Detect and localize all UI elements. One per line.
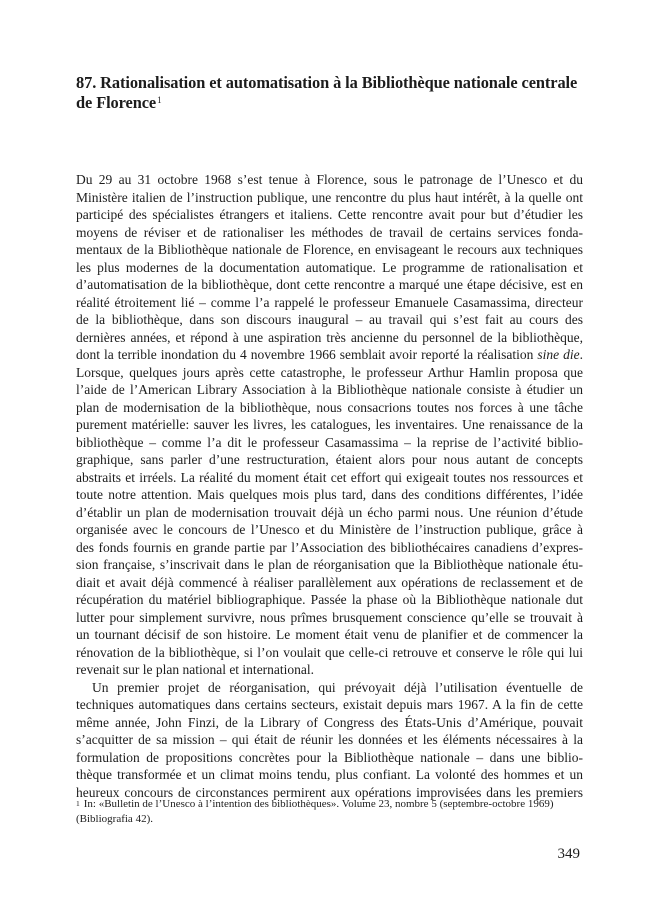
body-line: diait et avait déjà commencé à réaliser parallèlement aux opérations de reclassement et de xyxy=(76,574,583,590)
body-line: toute notre attention. Mais quelques mois plus tard, dans des conditions différentes, l’idée xyxy=(76,487,583,502)
body-line: s’acquitter de sa mission – qui était de réunir les données et les éléments nécessaires à la xyxy=(76,732,583,747)
body-line: participé des spécialistes étrangers et italiens. Cette rencontre avait pour but d’étudier les xyxy=(76,207,583,222)
body-line: mentaux de la Bibliothèque nationale de Florence, en envisageant le recours aux techniques xyxy=(76,242,583,257)
body-line: sion française, s’inscrivait dans le plan de réorganisation que la Bibliothèque nationale étu- xyxy=(76,557,583,572)
body-line: rénovation de la bibliothèque, si l’on voulait que celle-ci retrouve et conserve le rôle qui lui xyxy=(76,644,583,660)
footnote-line-1: In: «Bulletin de l’Unesco à l’intention des bibliothèques». Volume 23, nombre 5 (septembre-octobre 1969) xyxy=(83,798,554,810)
body-line: revenait sur le plan national et international. xyxy=(76,662,315,677)
body-line: abstraits et irréels. La réalité du moment était cet effort qui exigeait toutes nos ressources et xyxy=(76,469,583,485)
footnote xyxy=(76,797,584,827)
body-line: Lorsque, quelques jours après cette catastrophe, le professeur Arthur Hamlin proposa que xyxy=(76,364,583,380)
body-line: lutter pour simplement survivre, nous prîmes brusquement conscience qu’elle se trouvait à xyxy=(76,609,583,625)
body-line: Ministère italien de l’instruction publique, une rencontre du plus haut intérêt, à la quelle ont xyxy=(76,189,583,205)
body-line: formulation de propositions concrètes pour la Bibliothèque nationale – dans une biblio- xyxy=(76,749,583,765)
body-line: purement matérielle: sauver les livres, les catalogues, les inventaires. Une renaissance de la xyxy=(76,417,583,432)
page-number: 349 xyxy=(557,846,580,862)
body-line: thèque transformée et un climat moins tendu, plus confiant. La volonté des hommes et un xyxy=(76,767,583,782)
body-line: l’aide de l’American Library Association à la Bibliothèque nationale consiste à étudier un xyxy=(76,382,583,397)
footnote-line-2: (Bibliografia 42). xyxy=(76,813,153,825)
body-line-text: dont la terrible inondation du 4 novembre 1966 semblait avoir reporté la réalisation xyxy=(76,347,538,362)
body-line: de la bibliothèque, dans son discours inaugural – au travail qui s’est fait au cours des xyxy=(76,312,583,327)
body-line: techniques automatiques dans certains secteurs, existait depuis mars 1967. A la fin de cette xyxy=(76,697,583,712)
body-line: bibliothèque – comme l’a dit le professeur Casamassima – la reprise de l’activité biblio- xyxy=(76,434,583,450)
footnote-number: 1 xyxy=(76,799,80,808)
article-body xyxy=(76,171,583,801)
body-line: dernières années, et répond à une aspiration très ancienne du personnel de la bibliothèque, xyxy=(76,329,583,345)
body-line-indent: Un premier projet de réorganisation, qui prévoyait déjà l’utilisation éventuelle de xyxy=(92,679,583,695)
title-line-2: de Florence xyxy=(76,93,157,112)
title-line-1: 87. Rationalisation et automatisation à la Bibliothèque nationale centrale xyxy=(76,73,578,92)
body-line: des fonds fournis en grande partie par l’Association des bibliothécaires canadiens d’expres- xyxy=(76,539,583,555)
body-line: récupération du matériel bibliographique. Passée la phase où la Bibliothèque nationale dut xyxy=(76,592,583,607)
body-line: d’établir un plan de modernisation trouvait déjà un écho parmi nous. Une réunion d’étude xyxy=(76,504,583,520)
sine-die-period: . xyxy=(579,347,583,362)
body-line: les plus modernes de la documentation automatique. Le programme de rationalisation et xyxy=(76,259,583,275)
body-line: organisée avec le concours de l’Unesco et du Ministère de l’instruction publique, grâce à xyxy=(76,522,583,537)
body-line: d’automatisation de la bibliothèque, dont cette rencontre a marqué une étape décisive, est en xyxy=(76,277,583,292)
title-footnote-ref[interactable]: 1 xyxy=(157,95,162,105)
body-line: graphique, sans parler d’une restructuration, étaient alors pour nous autant de concepts xyxy=(76,452,583,467)
article-title xyxy=(76,73,584,113)
sine-die-italic: sine die xyxy=(537,347,580,362)
body-line: moyens de réviser et de rationaliser les méthodes de travail de certains services fonda- xyxy=(76,224,583,240)
body-line: plan de modernisation de la bibliothèque, nous consacrions toutes nos forces à une tâche xyxy=(76,399,583,415)
body-line: un tournant décisif de son histoire. Le moment était venu de planifier et de commencer la xyxy=(76,627,583,642)
body-line: heureux concours de circonstances permirent aux opérations improvisées dans les premiers xyxy=(76,784,583,800)
body-line: Du 29 au 31 octobre 1968 s’est tenue à Florence, sous le patronage de l’Unesco et du xyxy=(76,172,583,187)
body-line: réalité étroitement lié – comme l’a rappelé le professeur Emanuele Casamassima, directeur xyxy=(76,294,583,310)
body-line-sine-die xyxy=(76,346,583,364)
body-line: même année, John Finzi, de la Library of Congress des États-Unis d’Amérique, pouvait xyxy=(76,714,583,730)
